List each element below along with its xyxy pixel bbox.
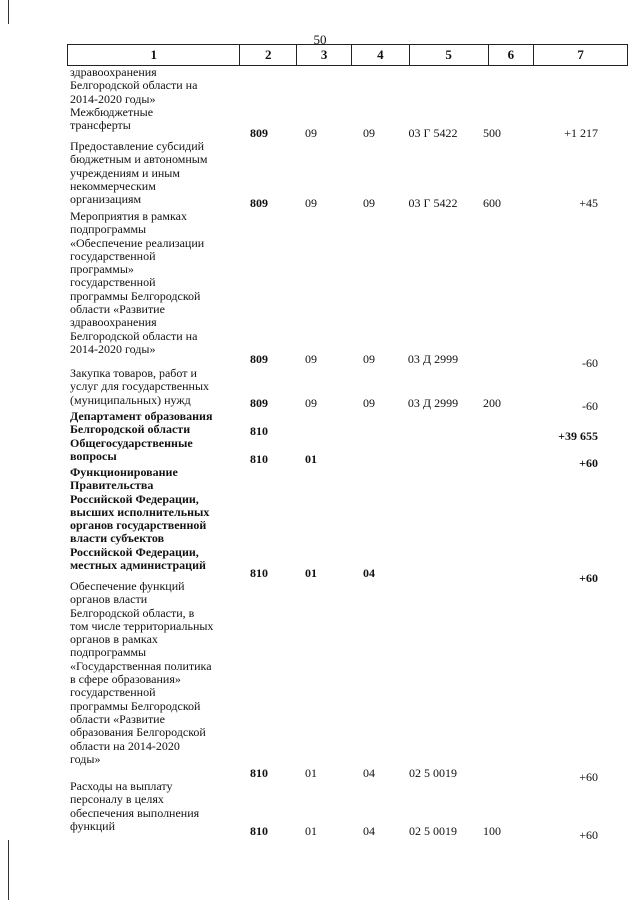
- header-col-5: 5: [410, 45, 489, 65]
- row-subsection: 09: [363, 126, 375, 140]
- row-target-article: 02 5 0019: [409, 824, 457, 838]
- page-number: 50: [313, 32, 327, 47]
- header-col-7: 7: [577, 47, 584, 62]
- row-amount: +60: [579, 456, 598, 470]
- row-target-article: 03 Д 2999: [407, 352, 459, 366]
- row-expense-type: 600: [483, 196, 501, 210]
- row-target-article: 03 Д 2999: [407, 396, 459, 410]
- row-section: 09: [305, 126, 317, 140]
- row-amount: +60: [579, 828, 598, 842]
- row-subsection: 09: [363, 396, 375, 410]
- header-col-6: 6: [489, 45, 535, 65]
- row-target-article: 02 5 0019: [409, 766, 457, 780]
- row-subsection: 04: [363, 766, 375, 780]
- row-ministry-code: 810: [250, 452, 268, 466]
- row-section: 01: [305, 452, 317, 466]
- row-target-article: 03 Г 5422: [408, 196, 458, 210]
- row-section: 01: [305, 824, 317, 838]
- row-description: здравоохранения Белгородской области на 2014-2020 годы» Межбюджетные трансферты: [70, 65, 198, 133]
- row-amount: -60: [582, 356, 598, 370]
- row-ministry-code: 809: [250, 196, 268, 210]
- row-description: Обеспечение функций органов власти Белгородской области, в том числе территориальных органов в рамках подпрограммы «Государственная политика в сфере образования» государственной программы Белгородской области «Развитие образования Белгородской области на 2014-2020 годы»: [70, 579, 214, 766]
- row-ministry-code: 810: [250, 424, 268, 438]
- row-expense-type: 100: [483, 824, 501, 838]
- row-ministry-code: 809: [250, 352, 268, 366]
- row-subsection: 04: [363, 566, 375, 580]
- row-section: 09: [305, 352, 317, 366]
- header-col-3: 3: [297, 45, 352, 65]
- row-amount: +60: [579, 571, 598, 585]
- row-section: 01: [305, 566, 317, 580]
- row-target-article: 03 Г 5422: [408, 126, 458, 140]
- row-ministry-code: 810: [250, 566, 268, 580]
- row-subsection: 09: [363, 352, 375, 366]
- row-amount: -60: [582, 399, 598, 413]
- row-description: Расходы на выплату персоналу в целях обеспечения выполнения функций: [70, 779, 200, 833]
- row-subsection: 09: [363, 196, 375, 210]
- row-expense-type: 500: [483, 126, 501, 140]
- row-expense-type: 200: [483, 396, 501, 410]
- row-section: 09: [305, 196, 317, 210]
- row-description: Мероприятия в рамках подпрограммы «Обеспечение реализации государственной программы» государственной программы Белгородской области «Развитие здравоохранения Белгородской области на 2014-2020 годы»: [70, 209, 205, 356]
- row-description: Предоставление субсидий бюджетным и автономным учреждениям и иным некоммерческим организациям: [70, 139, 208, 207]
- row-description: Департамент образования Белгородской области: [70, 409, 213, 437]
- row-description: Функционирование Правительства Российской Федерации, высших исполнительных органов государственной власти субъектов Российской Федерации, местных администраций: [70, 465, 210, 573]
- row-ministry-code: 810: [250, 766, 268, 780]
- header-col-2: 2: [240, 45, 297, 65]
- scan-margin-line-bottom: [8, 840, 9, 900]
- row-amount: +39 655: [558, 429, 598, 443]
- row-section: 09: [305, 396, 317, 410]
- row-ministry-code: 809: [250, 396, 268, 410]
- scan-margin-line-top: [8, 0, 9, 24]
- row-amount: +45: [579, 196, 598, 210]
- row-amount: +60: [579, 770, 598, 784]
- row-ministry-code: 809: [250, 126, 268, 140]
- row-section: 01: [305, 766, 317, 780]
- row-ministry-code: 810: [250, 824, 268, 838]
- row-description: Общегосударственные вопросы: [70, 436, 193, 464]
- row-amount: +1 217: [564, 126, 598, 140]
- header-col-1: 1: [68, 45, 240, 65]
- row-description: Закупка товаров, работ и услуг для государственных (муниципальных) нужд: [70, 366, 210, 407]
- table-header-row: [67, 44, 628, 66]
- header-col-4: 4: [352, 45, 410, 65]
- row-subsection: 04: [363, 824, 375, 838]
